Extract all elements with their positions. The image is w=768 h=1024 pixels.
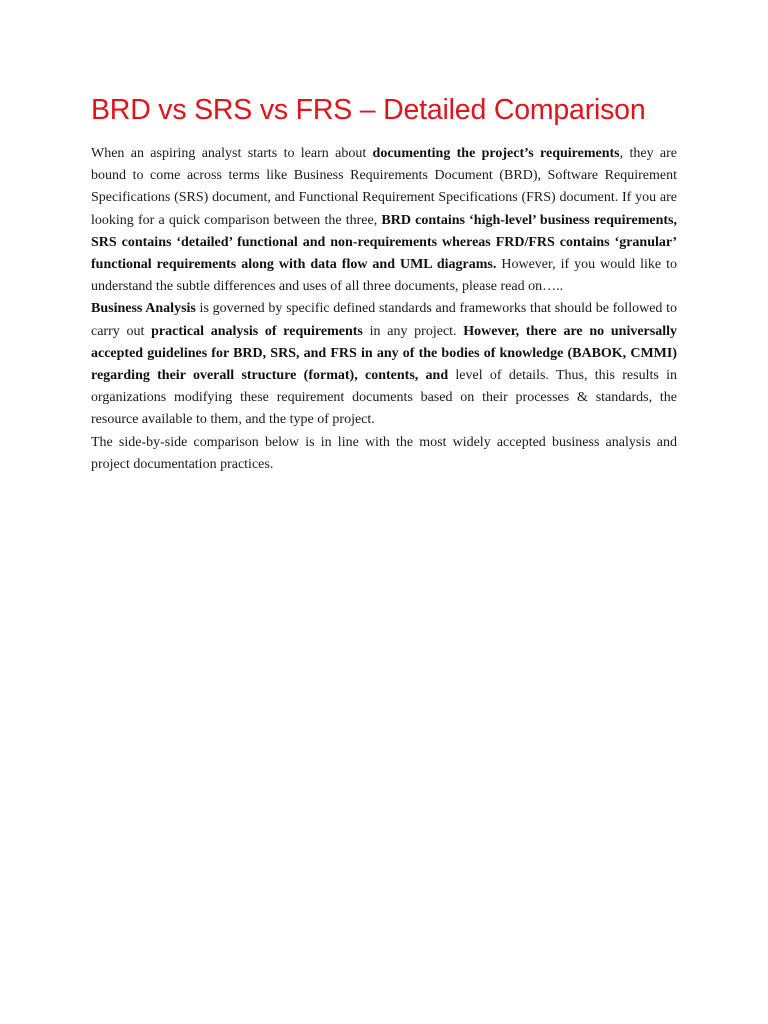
- document-title: BRD vs SRS vs FRS – Detailed Comparison: [91, 94, 646, 126]
- text-run: level of details. Thus, this results in organizations modifying these requirement documents based on their processes & standards, the resource available to them, and the type of project.: [91, 368, 677, 428]
- paragraph-intro: [91, 143, 677, 298]
- bold-text-run: practical analysis of requirements: [151, 323, 363, 339]
- bold-text-run: documenting the project’s requirements: [372, 146, 620, 161]
- text-run: The side-by-side comparison below is in line with the most widely accepted business analysis and project documentation practices.: [91, 434, 677, 472]
- text-run: However, if you would like to understand the subtle differences and uses of all three documents, please read on…..: [91, 257, 677, 295]
- text-run: in any project.: [362, 323, 464, 339]
- paragraph-business-analysis: [91, 298, 677, 431]
- bold-text-run: Business Analysis: [91, 301, 196, 317]
- text-run: , they are bound to come across terms like Business Requirements Document (BRD), Software Requirement Specifications (SRS) document, and Functional Requirement Specifications (FRS) document. If you are looking for a quick comparison between the three,: [91, 146, 677, 228]
- bold-text-run: BRD contains ‘high-level’ business requirements, SRS contains ‘detailed’ functional and non-requirements whereas FRD/FRS contains ‘granular’ functional requirements along with data flow and UML diagrams.: [91, 212, 677, 273]
- bold-text-run: However, there are no universally accepted guidelines for BRD, SRS, and FRS in any of the bodies of knowledge (BABOK, CMMI) regarding their overall structure (format), contents, and: [91, 323, 677, 384]
- text-run: When an aspiring analyst starts to learn about: [91, 146, 373, 161]
- paragraph-comparison-note: [91, 432, 677, 476]
- text-run: is governed by specific defined standards and frameworks that should be followed to carry out: [91, 301, 677, 339]
- document-page: [91, 92, 677, 476]
